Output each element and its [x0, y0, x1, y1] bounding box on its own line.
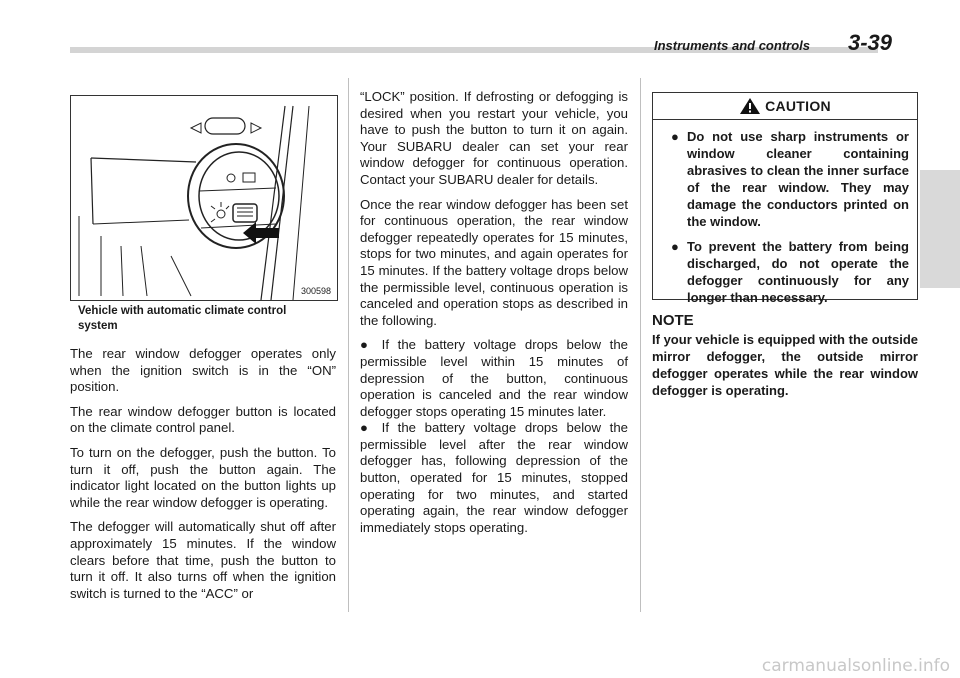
note-title: NOTE: [652, 312, 694, 329]
paragraph: “LOCK” position. If defrosting or defogging is desired when you restart your vehicle, you have to push the button to turn it on again. Your SUBARU dealer can set your rear window defogger for continuous operation. Contact your SUBARU dealer for details.: [360, 89, 628, 187]
column-divider: [640, 78, 641, 612]
paragraph: The rear window defogger button is located on the climate control panel.: [70, 403, 336, 436]
paragraph: To turn on the defogger, push the button. To turn it off, push the button again. The indicator light located on the button lights up while the rear window defogger is operating.: [70, 444, 336, 510]
bullet-dot: ●: [671, 129, 679, 144]
body-column-2: [360, 89, 628, 544]
caution-item-text: Do not use sharp instruments or window cleaner containing abrasives to clean the inner surface of the rear window. They may damage the conductors printed on the window.: [687, 129, 909, 229]
watermark: carmanualsonline.info: [761, 656, 950, 676]
paragraph: The defogger will automatically shut off after approximately 15 minutes. If the window clears before that time, push the button to turn it off. It also turns off when the ignition switch is turned to the “ACC” or: [70, 519, 336, 601]
defogger-illustration: [70, 95, 338, 301]
note-text: If your vehicle is equipped with the outside mirror defogger, the outside mirror defogger operates while the rear window defogger is operating.: [652, 332, 918, 398]
caution-header: [653, 93, 917, 120]
caution-item: [661, 238, 909, 306]
paragraph: The rear window defogger operates only when the ignition switch is in the “ON” position.: [70, 346, 336, 395]
bullet-paragraph: ● If the battery voltage drops below the permissible level within 15 minutes of depression of the button, continuous operation is canceled and the rear window defogger stops operating 15 minutes later.: [360, 337, 628, 419]
caution-item: [661, 128, 909, 230]
figure-caption: Vehicle with automatic climate control system: [78, 305, 287, 332]
bullet-dot: ●: [671, 239, 679, 254]
caution-item-text: To prevent the battery from being discharged, do not operate the defogger continuously for any longer than necessary.: [687, 239, 909, 305]
column-divider: [348, 78, 349, 612]
page-number: 3-39: [847, 30, 892, 55]
caution-list: [653, 120, 917, 306]
bullet-paragraph: ● If the battery voltage drops below the permissible level after the rear window defogger has, following depression of the button, operated for 15 minutes, stopped operating for two minutes, and started operating again, the rear window defogger immediately stops operating.: [360, 420, 628, 535]
climate-panel-drawing: [71, 96, 337, 300]
figure-code: 300598: [300, 286, 331, 296]
paragraph: Once the rear window defogger has been set for continuous operation, the rear window defogger repeatedly operates for 15 minutes, stops for two minutes, and again operates for 15 minutes. If the battery voltage drops below the permissible level, continuous operation is canceled and operation stops as described in the following.: [360, 196, 628, 328]
warning-triangle-icon: [739, 97, 761, 115]
chapter-tab: [920, 170, 960, 288]
body-column-1: [70, 346, 336, 610]
caution-box: [652, 92, 918, 305]
section-title: Instruments and controls: [653, 38, 810, 53]
caution-title: CAUTION: [765, 98, 831, 114]
